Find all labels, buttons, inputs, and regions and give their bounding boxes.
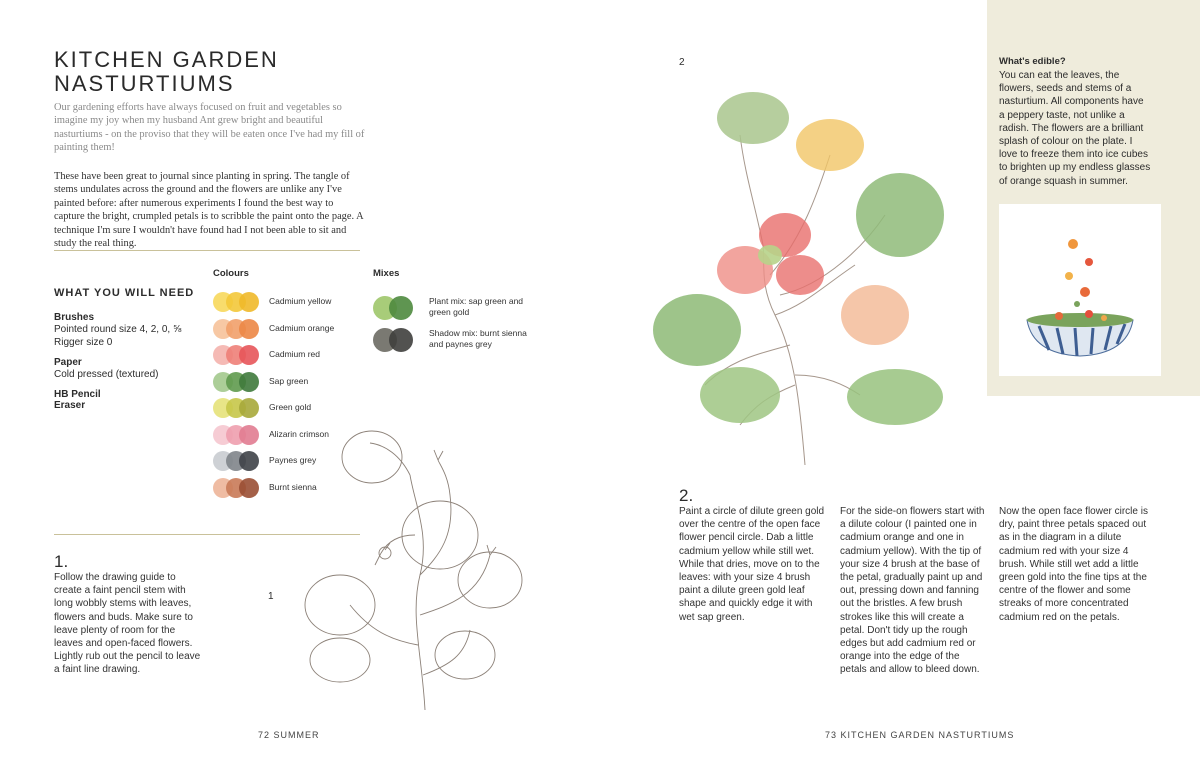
mix-label-line-1: Plant mix: sap green and: [429, 296, 524, 306]
step-2-column-1: Paint a circle of dilute green gold over the centre of the open face flower pencil circle. Dab a little cadmium yellow while still wet. While that dries, move on to the leaves: with your size 4 brush paint a dilute green gold leaf shape and quickly edge it with wet sap green.: [679, 506, 825, 623]
step-1-number: 1.: [54, 552, 69, 571]
colour-name: Cadmium orange: [269, 322, 335, 333]
colour-swatch-row: [213, 317, 353, 341]
brushes-label: Brushes: [54, 312, 95, 323]
paint-swatch: [239, 292, 259, 312]
title-line-2: NASTURTIUMS: [54, 71, 235, 96]
mix-swatch-row: [373, 326, 533, 354]
divider-top: [54, 250, 360, 251]
sidebar-heading: What's edible?: [999, 56, 1066, 67]
title-line-1: KITCHEN GARDEN: [54, 47, 279, 72]
pencil-label: HB Pencil: [54, 389, 101, 400]
colour-name: Cadmium yellow: [269, 296, 332, 306]
colour-name: Alizarin crimson: [269, 428, 329, 439]
page-title: [54, 48, 279, 96]
pencil-drawing-figure-1: [290, 415, 540, 715]
figure-1-label: 1: [268, 591, 274, 602]
mix-label-line-2: and paynes grey: [429, 339, 492, 349]
body-paragraph: These have been great to journal since planting in spring. The tangle of stems undulates across the ground and the flowers are unlike any I've painted before: after numerous experiments I found the best way to capture the bright, crumpled petals is to scribble the paint onto the page. A technique I'm sure I wouldn't have found had I not been able to sit and study the real thing.: [54, 171, 364, 250]
colour-swatch-row: [213, 343, 353, 367]
colour-name: Green gold: [269, 402, 312, 412]
paint-swatch: [239, 425, 259, 445]
need-list: [54, 312, 181, 411]
paint-swatch: [239, 372, 259, 392]
brushes-line-1: Pointed round size 4, 2, 0, ⅝: [54, 324, 182, 335]
step-1-text: Follow the drawing guide to create a faint pencil stem with long wobbly stems with leaves, flowers and buds. Make sure to leave plenty of room for the leaves and open-faced flowers. Lightly rub out the pencil to leave a faint line drawing.: [54, 572, 201, 676]
figure-2-label: 2: [679, 57, 685, 68]
mix-label-line-1: Shadow mix: burnt sienna: [429, 328, 527, 338]
colour-name: Burnt sienna: [269, 481, 317, 492]
colour-swatch-row: [213, 290, 353, 314]
sidebar-panel: [987, 0, 1200, 396]
paint-swatch: [239, 398, 259, 418]
brushes-line-2: Rigger size 0: [54, 337, 113, 348]
mix-label: [429, 296, 523, 318]
intro-paragraph: Our gardening efforts have always focused on fruit and vegetables so imagine my joy when my husband Ant grew bright and beautiful nasturtiums - on the proviso that they will be eaten once I've had my fill of painting them!: [54, 102, 365, 154]
step-2-column-2: For the side-on flowers start with a dilute colour (I painted one in cadmium orange and one in cadmium yellow). With the tip of your size 4 brush at the base of the petal, gradually paint up and out, pressing down and fanning out the bristles. A few brush strokes like this will create a petal. Don't tidy up the rough edges but add cadmium red or orange into the edge of the petals and allow to bleed down.: [840, 506, 985, 676]
paint-swatch: [239, 451, 259, 471]
mix-swatch-row: [373, 294, 533, 322]
sidebar-text: You can eat the leaves, the flowers, seeds and stems of a nasturtium. All components have a peppery taste, not unlike a radish. The flowers are a brilliant splash of colour on the plate. I love to freeze them into ice cubes to brighten up my endless glasses of orange squash in summer.: [999, 70, 1151, 187]
salad-bowl-illustration: [999, 204, 1161, 376]
footer-right: 73 KITCHEN GARDEN NASTURTIUMS: [825, 730, 1015, 740]
mix-label: [429, 328, 527, 350]
mixes-heading: Mixes: [373, 268, 400, 279]
colour-swatch-row: [213, 370, 353, 394]
paint-swatch: [239, 478, 259, 498]
step-2-column-3: Now the open face flower circle is dry, paint three petals spaced out as in the diagram in a dilute cadmium red with your size 4 brush. While still wet add a little green gold into the fine tips at the centre of the flower and some streaks of more concentrated cadmium red on the petals.: [999, 506, 1148, 623]
paper-label: Paper: [54, 357, 82, 368]
footer-left: 72 SUMMER: [258, 730, 320, 740]
mix-swatch: [389, 328, 413, 352]
need-heading: WHAT YOU WILL NEED: [54, 287, 195, 299]
eraser-label: Eraser: [54, 400, 86, 411]
paint-swatch: [239, 319, 259, 339]
mix-label-line-2: green gold: [429, 307, 470, 317]
mix-swatch: [389, 296, 413, 320]
colour-name: Sap green: [269, 375, 309, 386]
colours-heading: Colours: [213, 268, 249, 279]
step-2-number: 2.: [679, 486, 694, 505]
watercolour-painting-figure-2: [645, 85, 945, 470]
colour-name: Cadmium red: [269, 349, 321, 359]
paint-swatch: [239, 345, 259, 365]
paper-value: Cold pressed (textured): [54, 369, 159, 380]
colour-name: Paynes grey: [269, 455, 317, 465]
